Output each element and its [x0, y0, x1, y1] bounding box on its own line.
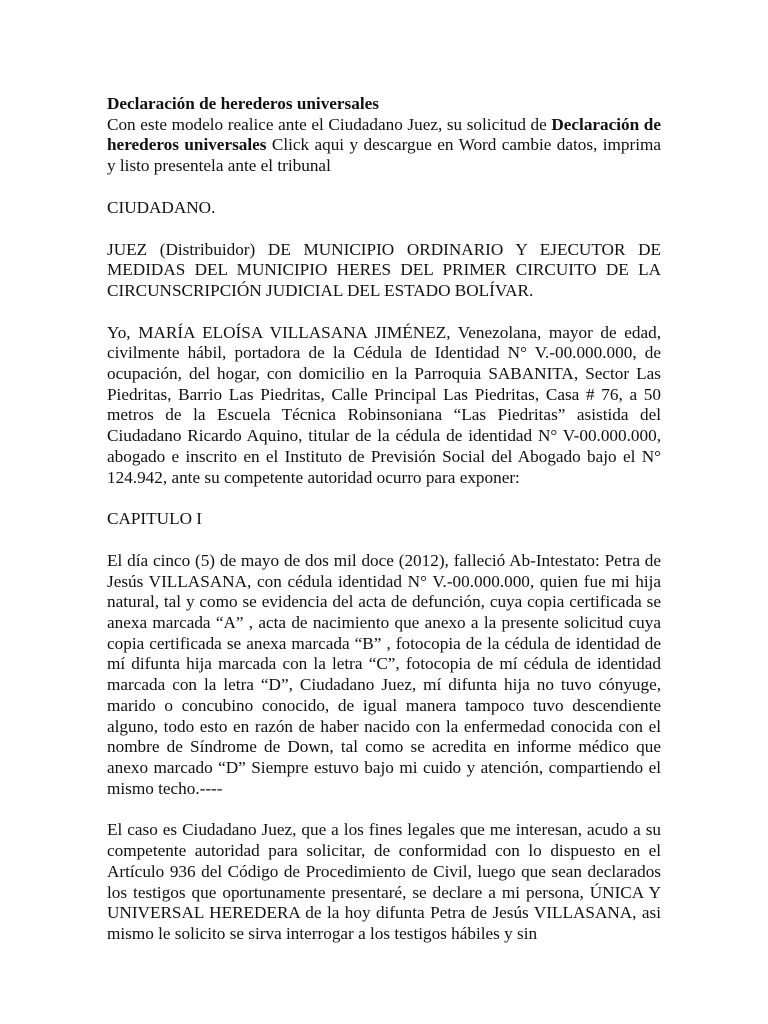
petitioner-paragraph: Yo, MARÍA ELOÍSA VILLASANA JIMÉNEZ, Venezolana, mayor de edad, civilmente hábil, portadora de la Cédula de Identidad N° V.-00.000.000, de ocupación, del hogar, con domicilio en la Parroquia SABANITA, Sector Las Piedritas, Barrio Las Piedritas, Calle Principal Las Piedritas, Casa # 76, a 50 metros de la Escuela Técnica Robinsoniana “Las Piedritas” asistida del Ciudadano Ricardo Aquino, titular de la cédula de identidad N° V-00.000.000, abogado e inscrito en el Instituto de Previsión Social del Abogado bajo el N° 124.942, ante su competente autoridad ocurro para exponer:	[107, 322, 661, 487]
document-title: Declaración de herederos universales	[107, 94, 379, 113]
facts-paragraph: El día cinco (5) de mayo de dos mil doce (2012), falleció Ab-Intestato: Petra de Jesús VILLASANA, con cédula identidad N° V.-00.000.000, quien fue mi hija natural, tal y como se evidencia del acta de defunción, cuya copia certificada se anexa marcada “A” , acta de nacimiento que anexo a la presente solicitud cuya copia certificada se anexa marcada “B” , fotocopia de la cédula de identidad de mí difunta hija marcada con la letra “C”, fotocopia de mí cédula de identidad marcada con la letra “D”, Ciudadano Juez, mí difunta hija no tuvo cónyuge, marido o concubino conocido, de igual manera tampoco tuvo descendiente alguno, todo esto en razón de haber nacido con la enfermedad conocida con el nombre de Síndrome de Down, tal como se acredita en informe médico que anexo marcado “D” Siempre estuvo bajo mi cuido y atención, compartiendo el mismo techo.----	[107, 550, 661, 798]
document-body	[107, 94, 661, 945]
intro-paragraph	[107, 115, 661, 177]
request-paragraph: El caso es Ciudadano Juez, que a los fines legales que me interesan, acudo a su competente autoridad para solicitar, de conformidad con lo dispuesto en el Artículo 936 del Código de Procedimiento de Civil, luego que sean declarados los testigos que oportunamente presentaré, se declare a mi persona, ÚNICA Y UNIVERSAL HEREDERA de la hoy difunta Petra de Jesús VILLASANA, asi mismo le solicito se sirva interrogar a los testigos hábiles y sin	[107, 820, 661, 943]
salutation: CIUDADANO.	[107, 197, 216, 217]
chapter-heading: CAPITULO I	[107, 509, 203, 529]
addressee-paragraph: JUEZ (Distribuidor) DE MUNICIPIO ORDINARIO Y EJECUTOR DE MEDIDAS DEL MUNICIPIO HERES DEL PRIMER CIRCUITO DE LA CIRCUNSCRIPCIÓN JUDICIAL DEL ESTADO BOLÍVAR.	[107, 239, 661, 300]
intro-bold-link[interactable]: Declaración de herederos universales	[107, 114, 661, 155]
intro-text-start: Con este modelo realice ante el Ciudadano Juez, su solicitud de	[107, 114, 552, 134]
intro-text-end: Click aqui y descargue en Word cambie datos, imprima y listo presentela ante el tribunal	[107, 135, 661, 176]
